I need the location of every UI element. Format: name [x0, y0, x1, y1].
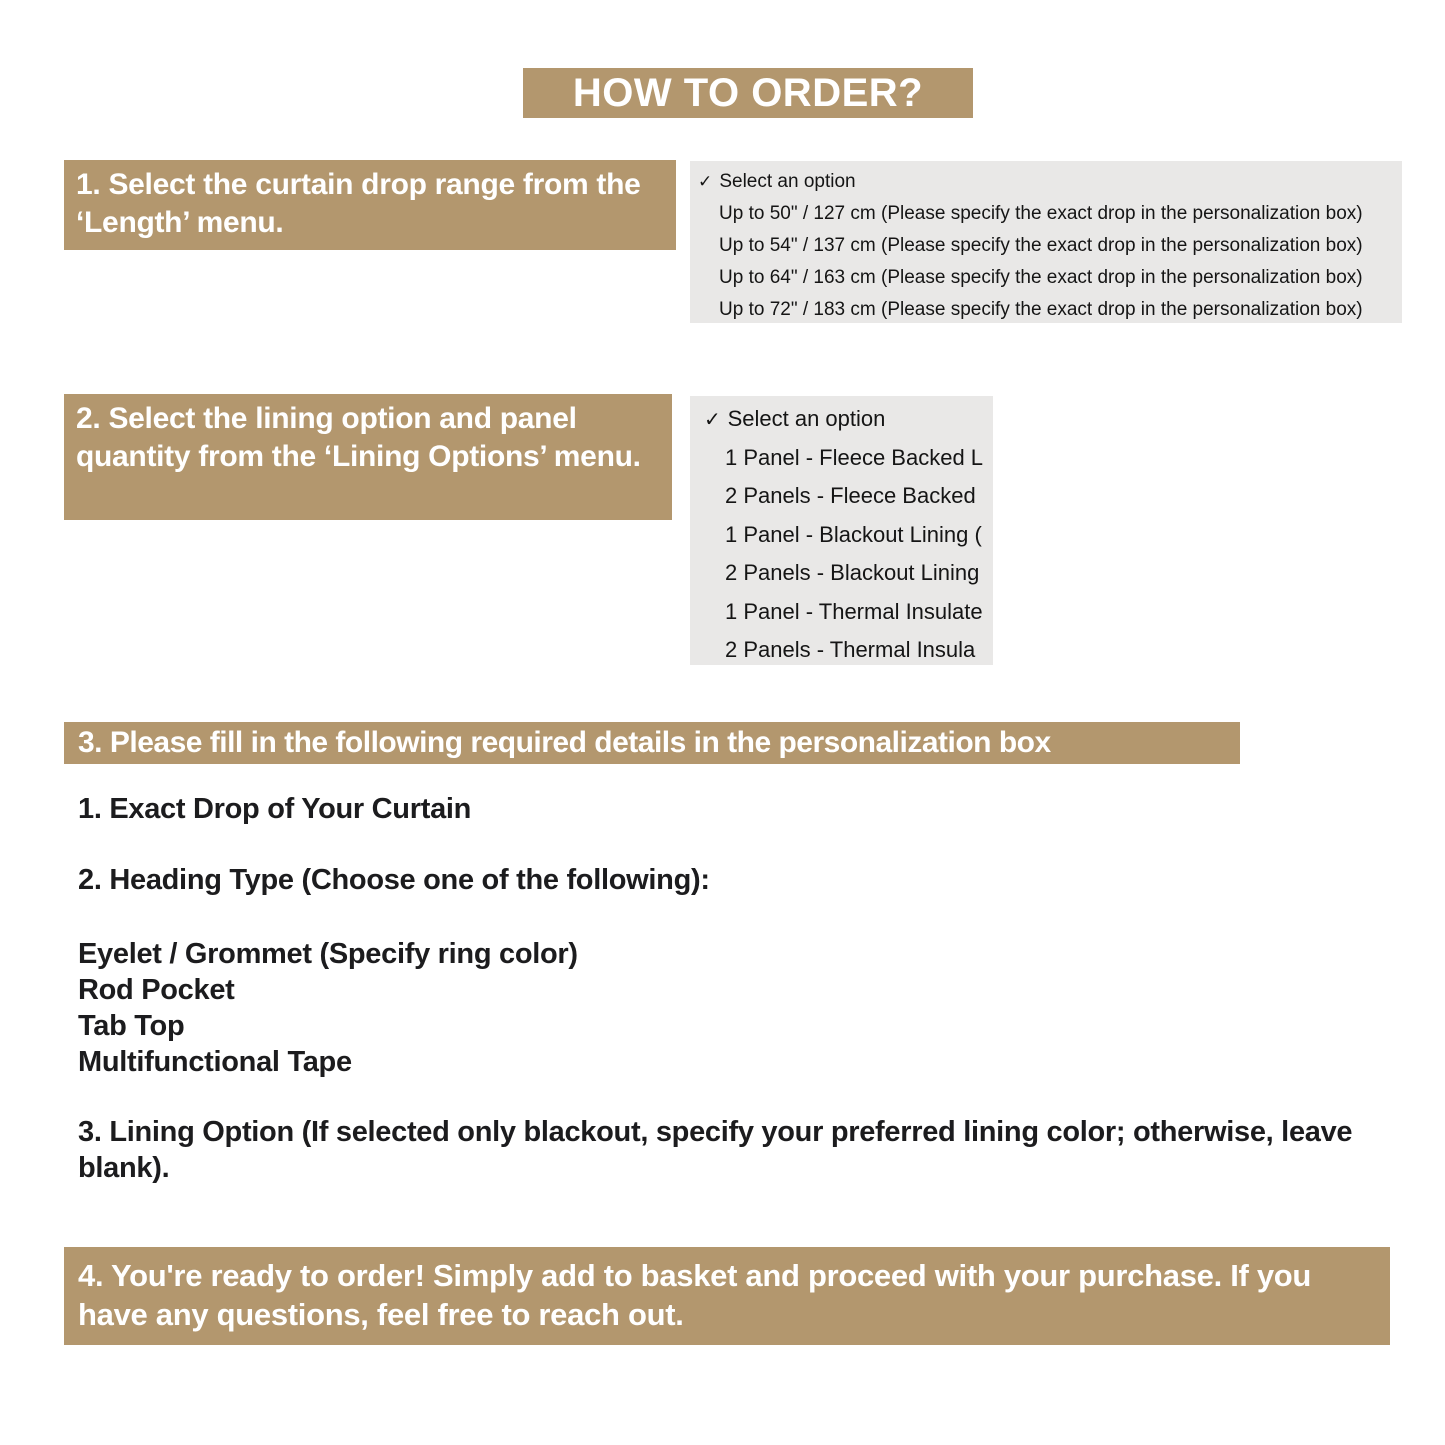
lining-option-1panel-blackout[interactable]: 1 Panel - Blackout Lining ( [725, 521, 982, 547]
length-option-50in[interactable]: Up to 50" / 127 cm (Please specify the exact drop in the personalization box) [719, 203, 1363, 224]
step4-banner: 4. You're ready to order! Simply add to basket and proceed with your purchase. If you have any questions, feel free to reach out. [64, 1247, 1390, 1345]
check-icon: ✓ [698, 172, 713, 191]
lining-dropdown-selected-label: Select an option [727, 406, 886, 431]
length-dropdown-selected-label: Select an option [719, 171, 856, 192]
detail-exact-drop: 1. Exact Drop of Your Curtain [78, 793, 472, 825]
heading-type-list [78, 936, 578, 1080]
step3-banner: 3. Please fill in the following required details in the personalization box [64, 722, 1240, 764]
lining-option-2panels-fleece[interactable]: 2 Panels - Fleece Backed [725, 483, 976, 508]
heading-type-rod-pocket: Rod Pocket [78, 974, 235, 1006]
detail-lining-option: 3. Lining Option (If selected only blackout, specify your preferred lining color; otherwise, leave blank). [78, 1116, 1353, 1184]
length-option-64in[interactable]: Up to 64" / 163 cm (Please specify the exact drop in the personalization box) [719, 267, 1363, 288]
heading-type-multifunctional-tape: Multifunctional Tape [78, 1046, 352, 1078]
step1-heading: 1. Select the curtain drop range from the ‘Length’ menu. [64, 160, 676, 250]
lining-options-dropdown[interactable] [690, 396, 993, 665]
heading-type-eyelet: Eyelet / Grommet (Specify ring color) [78, 938, 578, 970]
length-dropdown[interactable] [690, 161, 1402, 323]
lining-dropdown-selected-row[interactable] [690, 400, 993, 439]
lining-option-1panel-thermal[interactable]: 1 Panel - Thermal Insulate [725, 598, 983, 624]
step2-heading: 2. Select the lining option and panel quantity from the ‘Lining Options’ menu. [64, 394, 672, 520]
detail-heading-type: 2. Heading Type (Choose one of the following): [78, 864, 710, 896]
length-option-54in[interactable]: Up to 54" / 137 cm (Please specify the exact drop in the personalization box) [719, 235, 1363, 256]
check-icon: ✓ [704, 409, 721, 431]
page-title: HOW TO ORDER? [523, 68, 973, 118]
length-dropdown-selected-row[interactable] [690, 166, 1402, 198]
length-option-72in[interactable]: Up to 72" / 183 cm (Please specify the exact drop in the personalization box) [719, 299, 1363, 320]
lining-option-1panel-fleece[interactable]: 1 Panel - Fleece Backed L [725, 444, 984, 470]
heading-type-tab-top: Tab Top [78, 1010, 185, 1042]
lining-option-2panels-blackout[interactable]: 2 Panels - Blackout Lining [725, 560, 980, 585]
lining-option-2panels-thermal[interactable]: 2 Panels - Thermal Insula [725, 637, 976, 662]
